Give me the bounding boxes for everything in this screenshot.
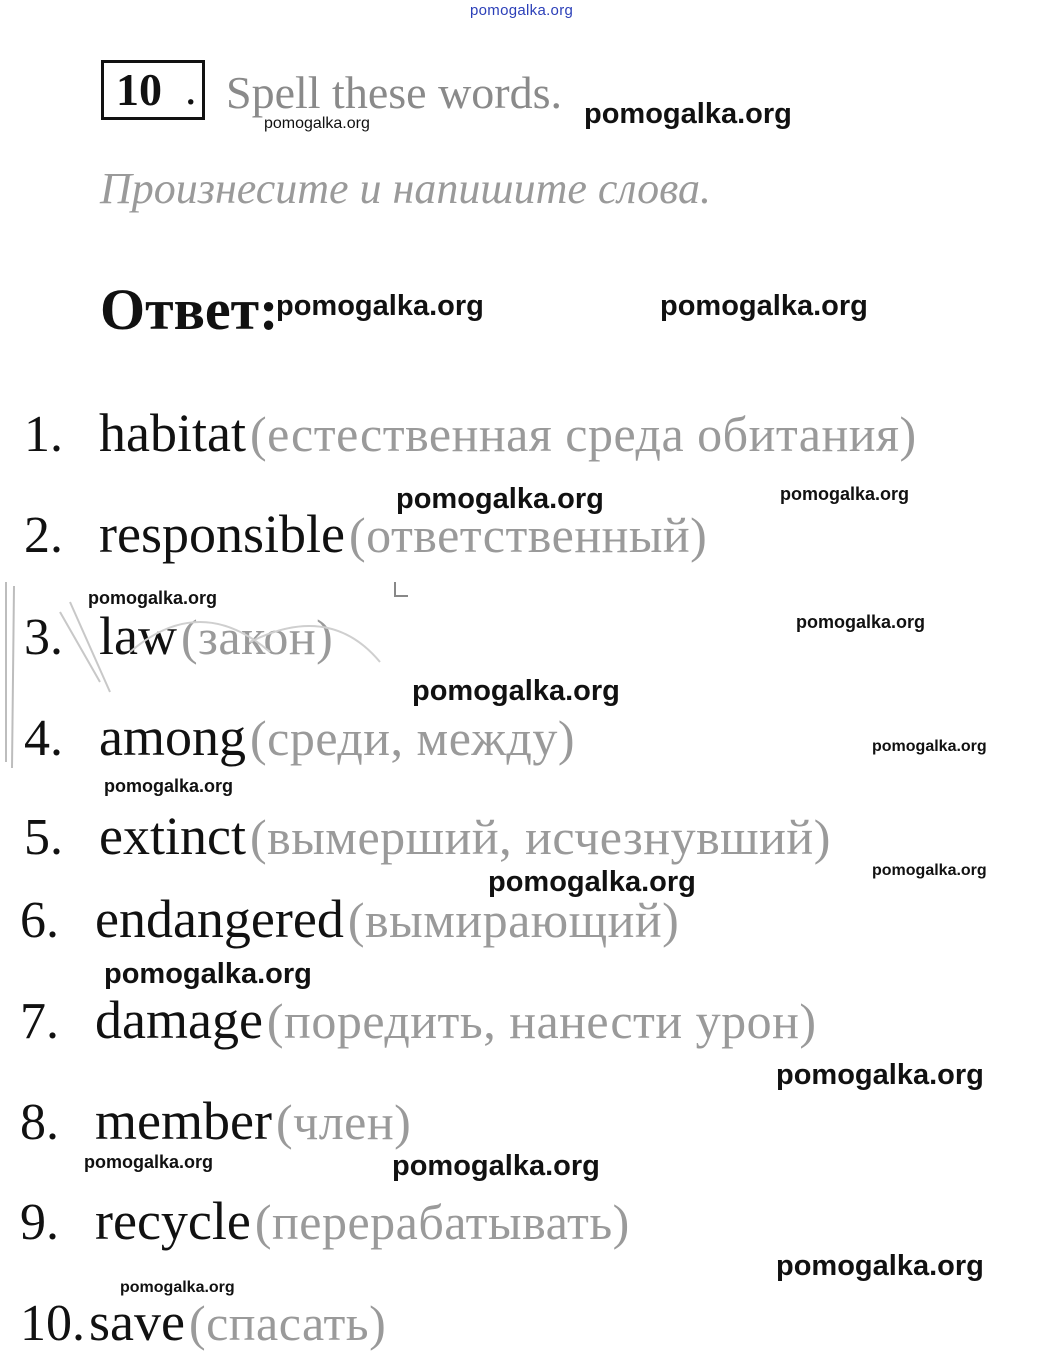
item-translation: (среди, между) (249, 710, 576, 766)
watermark: pomogalka.org (780, 484, 910, 504)
item-translation: (закон) (180, 609, 334, 665)
watermark: pomogalka.org (104, 958, 312, 990)
item-number: 1. (24, 406, 63, 463)
watermark: pomogalka.org (396, 483, 604, 515)
watermark: pomogalka.org (776, 1059, 984, 1091)
item-word: extinct (99, 806, 246, 866)
watermark: pomogalka.org (584, 98, 792, 130)
item-number: 6. (20, 892, 59, 949)
item-translation: (член) (275, 1094, 412, 1150)
list-item (24, 503, 707, 565)
item-translation: (ответственный) (348, 507, 708, 563)
item-translation: (естественная среда обитания) (249, 406, 917, 462)
watermark: pomogalka.org (872, 862, 987, 879)
site-link[interactable]: pomogalka.org (470, 2, 574, 19)
list-item (24, 805, 831, 867)
instruction-english: Spell these words. (226, 67, 563, 118)
item-translation: (поредить, нанести урон) (266, 993, 817, 1049)
item-number: 2. (24, 507, 63, 564)
watermark: pomogalka.org (392, 1150, 600, 1182)
item-translation: (спасать) (188, 1295, 387, 1351)
watermark: pomogalka.org (488, 866, 696, 898)
watermark: pomogalka.org (660, 290, 868, 322)
item-number: 9. (20, 1194, 59, 1251)
watermark: pomogalka.org (120, 1279, 235, 1296)
item-number: 8. (20, 1094, 59, 1151)
watermark: pomogalka.org (796, 612, 926, 632)
item-word: damage (95, 990, 263, 1050)
item-number: 4. (24, 710, 63, 767)
watermark: pomogalka.org (264, 115, 370, 132)
item-translation: (вымерший, исчезнувший) (249, 809, 831, 865)
item-word: save (89, 1292, 185, 1352)
item-number: 5. (24, 809, 63, 866)
item-word: responsible (99, 504, 345, 564)
item-word: endangered (95, 889, 344, 949)
item-word: law (99, 606, 177, 666)
answer-label: Ответ: (100, 277, 279, 342)
watermark: pomogalka.org (872, 738, 987, 755)
watermark: pomogalka.org (88, 588, 218, 608)
item-word: recycle (95, 1191, 251, 1251)
item-number: 10. (20, 1295, 85, 1352)
list-item (20, 1291, 386, 1353)
watermark: pomogalka.org (776, 1250, 984, 1282)
item-number: 3. (24, 609, 63, 666)
watermark: pomogalka.org (276, 290, 484, 322)
item-word: member (95, 1091, 272, 1151)
exercise-number: 10 (116, 64, 162, 115)
item-word: habitat (99, 403, 246, 463)
list-item (20, 989, 817, 1051)
watermark: pomogalka.org (412, 675, 620, 707)
item-word: among (99, 707, 246, 767)
list-item (24, 402, 917, 464)
item-translation: (вымирающий) (347, 892, 680, 948)
watermark: pomogalka.org (84, 1152, 214, 1172)
watermark: pomogalka.org (104, 776, 234, 796)
item-translation: (перерабатывать) (254, 1194, 630, 1250)
item-number: 7. (20, 993, 59, 1050)
exercise-number-dot: . (185, 63, 197, 114)
list-item (20, 1090, 411, 1152)
list-item (20, 1190, 630, 1252)
instruction-russian: Произнесите и напишите слова. (100, 164, 711, 213)
